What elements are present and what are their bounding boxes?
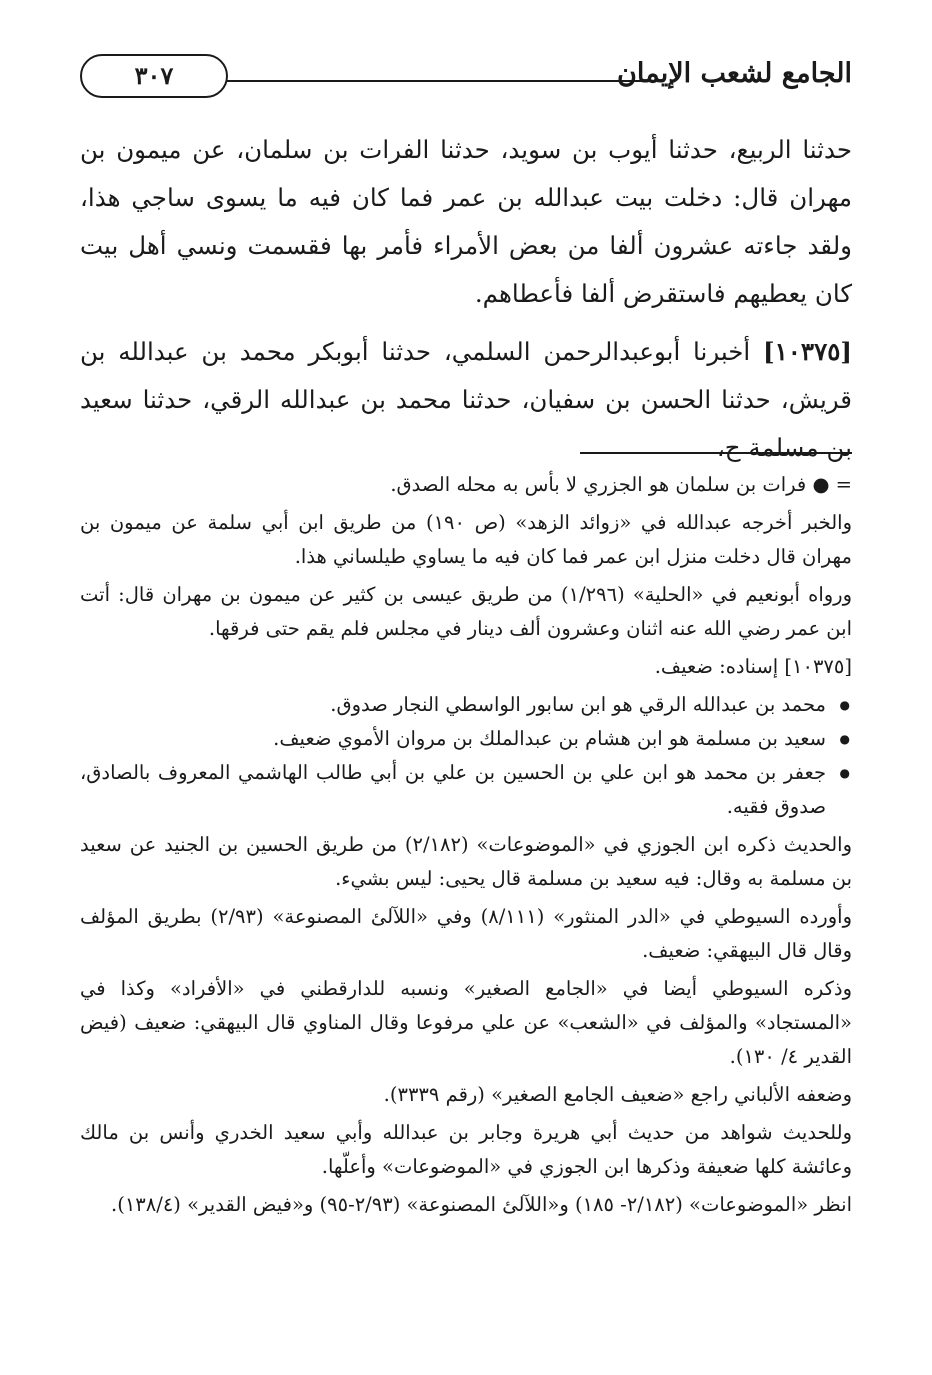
footnote-line: والحديث ذكره ابن الجوزي في «الموضوعات» (٢/١٨٢) من طريق الحسين بن الجنيد عن سعيد بن مسلمة به وقال: فيه سعيد بن مسلمة قال يحيى: ليس بشيء. <box>80 833 852 890</box>
footnote-bullet: ● سعيد بن مسلمة هو ابن هشام بن عبدالملك بن مروان الأموي ضعيف. <box>80 722 852 756</box>
footnote-bullet: ● محمد بن عبدالله الرقي هو ابن سابور الواسطي النجار صدوق. <box>80 688 852 722</box>
footnote-line: وذكره السيوطي أيضا في «الجامع الصغير» ونسبه للدارقطني في «الأفراد» وكذا في «المستجاد» والمؤلف في «الشعب» عن علي مرفوعا وقال المناوي قال البيهقي: ضعيف (فيض القدير ٤/ ١٣٠). <box>80 977 852 1068</box>
page-header <box>80 50 852 112</box>
footnote-separator <box>580 452 852 454</box>
header-rule <box>226 80 642 82</box>
footnote-line: [١٠٣٧٥] إسناده: ضعيف. <box>654 655 852 678</box>
running-title: الجامع لشعب الإيمان <box>617 58 852 89</box>
main-text <box>80 126 852 482</box>
footnote-line: وللحديث شواهد من حديث أبي هريرة وجابر بن عبدالله وأبي سعيد الخدري وأنس بن مالك وعائشة كلها ضعيفة وذكرها ابن الجوزي في «الموضوعات» وأعلّها. <box>80 1121 852 1178</box>
hadith-text: أخبرنا أبوعبدالرحمن السلمي، حدثنا أبوبكر محمد بن عبدالله بن قريش، حدثنا الحسن بن سفيان، حدثنا محمد بن عبدالله الرقي، حدثنا سعيد بن مسلمة ح، <box>80 337 852 462</box>
footnote-line: انظر «الموضوعات» (٢/١٨٢- ١٨٥) و«اللآلئ المصنوعة» (٢/٩٣-٩٥) و«فيض القدير» (١٣٨/٤). <box>111 1193 852 1216</box>
page-number: ٣٠٧ <box>80 54 228 98</box>
hadith-paragraph <box>80 328 852 472</box>
footnotes <box>80 468 852 1226</box>
footnote-line: وضعفه الألباني راجع «ضعيف الجامع الصغير» (رقم ٣٣٣٩). <box>383 1083 852 1106</box>
footnote-bullet: ● جعفر بن محمد هو ابن علي بن الحسين بن علي بن أبي طالب الهاشمي المعروف بالصادق، صدوق فقيه. <box>80 756 852 824</box>
footnote-line: والخبر أخرجه عبدالله في «زوائد الزهد» (ص ١٩٠) من طريق ابن أبي سلمة عن ميمون بن مهران قال دخلت منزل ابن عمر فما كان فيه ما يساوي طيلساني هذا. <box>80 511 852 568</box>
footnote-line: وأورده السيوطي في «الدر المنثور» (٨/١١١) وفي «اللآلئ المصنوعة» (٢/٩٣) بطريق المؤلف وقال قال البيهقي: ضعيف. <box>80 905 852 962</box>
footnote-line: = ● فرات بن سلمان هو الجزري لا بأس به محله الصدق. <box>390 473 852 496</box>
main-paragraph: حدثنا الربيع، حدثنا أيوب بن سويد، حدثنا الفرات بن سلمان، عن ميمون بن مهران قال: دخلت بيت عبدالله بن عمر فما كان فيه ما يسوى ساجي هذا، ولقد جاءته عشرون ألفا من بعض الأمراء فأمر بها فقسمت ونسي أهل بيت كان يعطيهم فاستقرض ألفا فأعطاهم. <box>80 135 852 308</box>
footnote-line: ورواه أبونعيم في «الحلية» (١/٢٩٦) من طريق عيسى بن كثير عن ميمون بن مهران قال: أتت ابن عمر رضي الله عنه اثنان وعشرون ألف دينار في مجلس فلم يقم حتى فرقها. <box>80 583 852 640</box>
hadith-number: [١٠٣٧٥] <box>763 337 852 366</box>
